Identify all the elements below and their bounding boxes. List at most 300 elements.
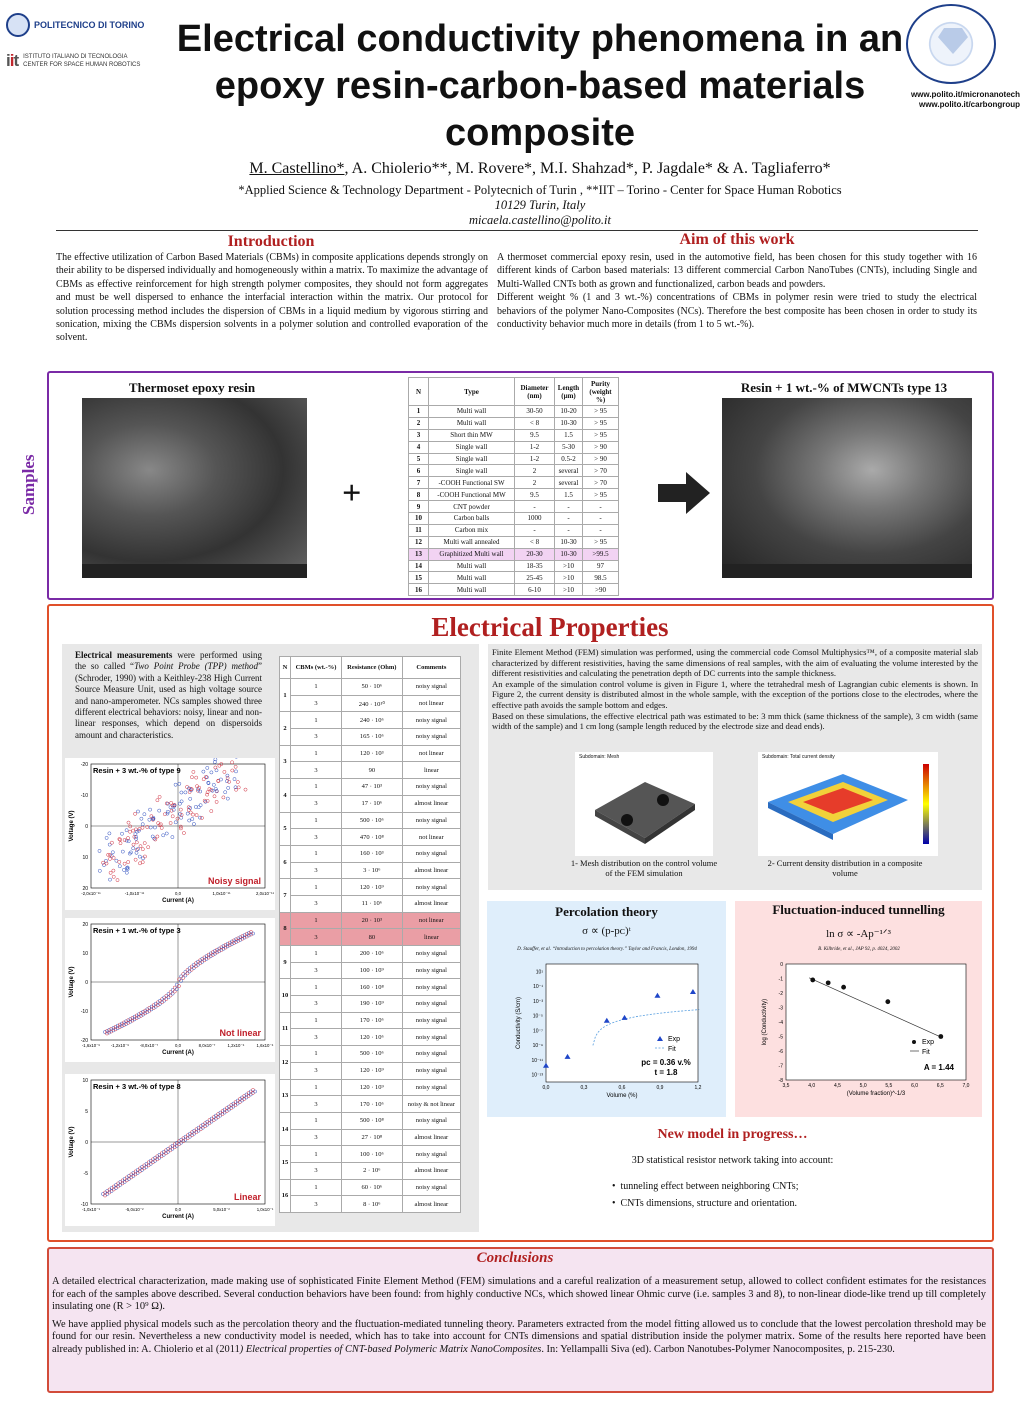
city: 10129 Turin, Italy (494, 198, 586, 212)
resistance-table-cell: 1 (291, 1012, 342, 1029)
table-row (280, 929, 461, 946)
resistance-table-cell: 160 · 10⁸ (341, 979, 402, 996)
table-row (280, 745, 461, 762)
samples-table-cell: 97 (583, 560, 619, 572)
iit-logo-line: CENTER FOR SPACE HUMAN ROBOTICS (23, 62, 141, 68)
table-row (280, 1079, 461, 1096)
table-row (280, 845, 461, 862)
samples-table-cell: Single wall (429, 465, 515, 477)
resistance-table-cell: 240 · 10¹⁰ (341, 695, 402, 712)
samples-table-header: Length (µm) (555, 378, 583, 406)
samples-table-cell: 98.5 (583, 572, 619, 584)
samples-table-cell: Multi wall (429, 417, 515, 429)
table-row (280, 729, 461, 746)
resistance-table-cell: almost linear (402, 862, 460, 879)
intro-text: The effective utilization of Carbon Based Materials (CBMs) in composite applications depends strongly on their ability to be dispersed individually and homogeneously within a matrix. To maximize the advantage of CBMs as effective reinforcement for high strength polymer composites, they should not form aggregates and must be well dispersed to enhance the interfacial interaction within the matrix. Our protocol for solution processing method includes the dispersion of CBMs in a liquid medium by vigorous stirring and sonication, mixing the CBMs dispersion solvents in a polymer solution and controlled evaporation of the solvent. (56, 252, 488, 344)
y-tick-label: 10⁻³ (533, 998, 543, 1005)
resistance-table-cell: 120 · 10⁹ (341, 879, 402, 896)
samples-table-cell: Multi wall (429, 406, 515, 418)
x-tick-label: -2,0x10⁻¹¹ (81, 891, 101, 896)
resistance-table-cell: noisy signal (402, 1029, 460, 1046)
iit-logo-mark: iit (6, 51, 19, 70)
resistance-table (279, 656, 461, 1213)
aim-heading: Aim of this work (679, 231, 795, 248)
tunnelling-ref: B. Kilbride, et al., JAP 92, p. 4024, 2002 (818, 947, 900, 952)
resistance-table-cell: 3 (291, 1096, 342, 1113)
x-tick-label: 0,6 (618, 1085, 626, 1091)
samples-table-cell: 0.5-2 (555, 453, 583, 465)
samples-table-cell: 1.5 (555, 429, 583, 441)
email[interactable]: micaela.castellino@polito.it (468, 213, 612, 227)
resistance-table-cell: 3 (291, 996, 342, 1013)
resistance-table-cell: 3 (291, 729, 342, 746)
resistance-table-cell: 3 (291, 895, 342, 912)
y-tick-label: 20 (82, 886, 88, 892)
samples-table-cell: Carbon mix (429, 524, 515, 536)
table-row (280, 962, 461, 979)
resistance-table-cell: 3 (291, 962, 342, 979)
resistance-table-cell: 47 · 10³ (341, 779, 402, 796)
resistance-sample-n: 5 (280, 812, 291, 845)
x-tick-label: 0,0 (175, 1207, 181, 1212)
y-tick-label: -6 (778, 1049, 783, 1055)
samples-table-cell: Single wall (429, 441, 515, 453)
resistance-table-cell: 3 (291, 795, 342, 812)
samples-table-cell: < 8 (515, 536, 555, 548)
samples-table-cell: 10-30 (555, 536, 583, 548)
resistance-table-cell: 120 · 10⁹ (341, 1062, 402, 1079)
samples-table-cell: Short thin MW (429, 429, 515, 441)
table-row (280, 979, 461, 996)
y-tick-label: 10¹ (535, 969, 543, 976)
y-tick-label: 10⁻⁹ (532, 1043, 543, 1050)
legend-exp-label: Exp (922, 1039, 935, 1046)
table-row (280, 879, 461, 896)
intro-heading: Introduction (227, 233, 315, 250)
samples-table-cell: 10-30 (555, 417, 583, 429)
url-micronanotech[interactable]: www.polito.it/micronanotech (910, 90, 1020, 99)
resistance-table-cell: 1 (291, 1046, 342, 1063)
samples-table-cell: 4 (409, 441, 429, 453)
resistance-table-cell: almost linear (402, 895, 460, 912)
samples-table-cell: Single wall (429, 453, 515, 465)
samples-table-cell: 13 (409, 548, 429, 560)
sem-image-mwcnt (722, 398, 972, 578)
affiliation (150, 183, 930, 228)
resistance-table-cell: 20 · 10³ (341, 912, 402, 929)
resistance-table-cell: 500 · 10⁸ (341, 1112, 402, 1129)
table-row (280, 1129, 461, 1146)
table-row (280, 829, 461, 846)
resistance-table-wrap (279, 656, 461, 1213)
samples-table-cell: 3 (409, 429, 429, 441)
table-row (409, 572, 619, 584)
resistance-sample-n: 9 (280, 946, 291, 979)
resistance-table-cell: 1 (291, 845, 342, 862)
x-tick-label: 0,9 (656, 1085, 664, 1091)
table-row (280, 912, 461, 929)
samples-table-cell: 12 (409, 536, 429, 548)
iit-logo (6, 46, 181, 76)
measurement-italic: Two Point Probe (TPP) method (134, 661, 258, 672)
samples-table-cell: 6 (409, 465, 429, 477)
resistance-sample-n: 7 (280, 879, 291, 912)
samples-table-cell: 1-2 (515, 441, 555, 453)
legend-exp-marker (912, 1040, 916, 1044)
x-tick-label: -8,0x10⁻⁷ (139, 1043, 159, 1048)
iit-logo-line: ISTITUTO ITALIANO DI TECNOLOGIA (23, 54, 128, 60)
x-tick-label: 6,5 (936, 1083, 944, 1089)
fem-text-3: Based on these simulations, the effective electrical path was estimated to be: 3 mm thick (same thickness of the sample), 3 cm width (same width of the sample) and 1 cm long (sample length reduced by the electrode size and dead ends). (492, 710, 978, 732)
table-row (409, 560, 619, 572)
fig2-label: Subdomain: Total current density (762, 754, 835, 760)
samples-table-cell: 11 (409, 524, 429, 536)
samples-table-cell: several (555, 465, 583, 477)
iv-chart-not-linear (65, 918, 275, 1062)
resistance-table-cell: linear (402, 762, 460, 779)
affiliation-line: *Applied Science & Technology Department - Polytecnich of Turin , **IIT – Torino - Center for Space Human Robotics (238, 183, 842, 197)
samples-table-cell: 10-20 (555, 406, 583, 418)
x-tick-label: 8,0x10⁻⁷ (198, 1043, 216, 1048)
fem-text-2: An example of the simulation control volume is given in Figure 1, where the tetrahedral mesh of Lagrangian cubic elements is shown. In Figure 2, the current density is distributed almost in the whole sample, with the exception of the portions close to the electrodes, where the effective path avoids the sample bottom and edges. (492, 678, 978, 710)
samples-table-cell: 9.5 (515, 489, 555, 501)
resistance-table-cell: 470 · 10⁸ (341, 829, 402, 846)
resistance-table-cell: 120 · 10³ (341, 745, 402, 762)
y-tick-label: 0 (85, 1140, 88, 1146)
legend-fit-label: Fit (668, 1046, 676, 1053)
samples-table-wrap (408, 377, 619, 596)
new-model-intro: 3D statistical resistor network taking into account: (631, 1155, 834, 1166)
samples-table (408, 377, 619, 596)
resistance-table-cell: 120 · 10⁶ (341, 1029, 402, 1046)
fem-mesh-figure (575, 752, 713, 856)
samples-table-cell: > 95 (583, 489, 619, 501)
resistance-sample-n: 4 (280, 779, 291, 812)
table-row (409, 406, 619, 418)
iv-chart-noisy (65, 758, 275, 910)
polito-logo (6, 12, 181, 38)
resistance-table-cell: 3 (291, 1196, 342, 1213)
y-tick-label: 0 (85, 824, 88, 830)
samples-table-cell: Multi wall (429, 584, 515, 596)
x-tick-label: -1,6x10⁻⁶ (81, 1043, 101, 1048)
samples-table-cell: 15 (409, 572, 429, 584)
table-row (409, 465, 619, 477)
samples-table-cell: 20-30 (515, 548, 555, 560)
y-tick-label: 10 (82, 1078, 88, 1084)
resistance-table-cell: 3 (291, 695, 342, 712)
samples-table-cell: >10 (555, 572, 583, 584)
samples-table-cell: 1 (409, 406, 429, 418)
samples-table-cell: - (583, 524, 619, 536)
resistance-sample-n: 8 (280, 912, 291, 945)
table-row (409, 441, 619, 453)
resistance-table-cell: noisy signal (402, 996, 460, 1013)
resistance-sample-n: 16 (280, 1179, 291, 1212)
samples-table-cell: < 8 (515, 417, 555, 429)
x-tick-label: 6,0 (911, 1083, 919, 1089)
resistance-table-cell: 1 (291, 812, 342, 829)
resistance-table-cell: almost linear (402, 1162, 460, 1179)
x-axis-label: (Volume fraction)^-1/3 (846, 1091, 906, 1097)
percolation-chart (508, 956, 708, 1104)
x-tick-label: -1,2x10⁻⁶ (110, 1043, 130, 1048)
samples-table-cell: Multi wall annealed (429, 536, 515, 548)
samples-table-cell: - (583, 501, 619, 513)
left-sem-caption: Thermoset epoxy resin (128, 380, 256, 395)
resistance-sample-n: 13 (280, 1079, 291, 1112)
resistance-table-cell: noisy signal (402, 729, 460, 746)
iv-chart-linear (65, 1074, 275, 1226)
other-authors: , A. Chiolerio**, M. Rovere*, M.I. Shahzad*, P. Jagdale* & A. Tagliaferro* (344, 160, 831, 177)
x-tick-label: 1,2 (694, 1085, 702, 1091)
resistance-table-cell: 1 (291, 1112, 342, 1129)
y-tick-label: -20 (80, 762, 88, 768)
resistance-sample-n: 6 (280, 845, 291, 878)
samples-table-cell: 5-30 (555, 441, 583, 453)
samples-table-cell: Multi wall (429, 572, 515, 584)
resistance-table-cell: 200 · 10⁶ (341, 946, 402, 963)
table-row (409, 429, 619, 441)
bullet-item: • CNTs dimensions, structure and orientation. (612, 1198, 798, 1209)
resistance-table-cell: noisy signal (402, 1179, 460, 1196)
table-row (280, 812, 461, 829)
table-row (409, 417, 619, 429)
y-axis-label: Voltage (V) (69, 1126, 75, 1158)
resistance-table-cell: noisy signal (402, 1146, 460, 1163)
samples-table-cell: Graphitized Multi wall (429, 548, 515, 560)
bullet-item: • tunneling effect between neighboring CNTs; (612, 1181, 799, 1192)
resistance-table-cell: 1 (291, 779, 342, 796)
table-row (409, 584, 619, 596)
y-tick-label: 10 (82, 855, 88, 861)
resistance-table-cell: 3 (291, 1129, 342, 1146)
resistance-table-header: Resistance (Ohm) (341, 657, 402, 679)
resistance-table-cell: noisy signal (402, 946, 460, 963)
conclusions-heading: Conclusions (476, 1250, 554, 1266)
table-row (280, 762, 461, 779)
samples-table-cell: >90 (583, 584, 619, 596)
resistance-sample-n: 11 (280, 1012, 291, 1045)
samples-table-cell: - (555, 524, 583, 536)
resistance-table-cell: not linear (402, 829, 460, 846)
x-tick-label: 0,0 (542, 1085, 550, 1091)
samples-table-header: N (409, 378, 429, 406)
resistance-table-cell: not linear (402, 912, 460, 929)
resistance-sample-n: 1 (280, 679, 291, 712)
resistance-table-cell: 90 (341, 762, 402, 779)
resistance-table-cell: 1 (291, 1079, 342, 1096)
x-tick-label: 3,5 (782, 1083, 790, 1089)
resistance-table-cell: 80 (341, 929, 402, 946)
resistance-table-cell: 8 · 10⁶ (341, 1196, 402, 1213)
resistance-table-cell: 50 · 10⁶ (341, 679, 402, 696)
resistance-table-cell: 1 (291, 879, 342, 896)
arrow-right-icon (658, 472, 710, 514)
samples-table-cell: > 95 (583, 536, 619, 548)
samples-table-cell: several (555, 477, 583, 489)
table-row (280, 1112, 461, 1129)
resistance-table-cell: 1 (291, 1179, 342, 1196)
x-tick-label: 5,0 (859, 1083, 867, 1089)
samples-table-cell: -COOH Functional MW (429, 489, 515, 501)
resistance-table-cell: noisy signal (402, 962, 460, 979)
A-value: A = 1.44 (923, 1063, 954, 1072)
resistance-table-cell: 3 (291, 829, 342, 846)
samples-table-cell: > 95 (583, 417, 619, 429)
table-row (280, 862, 461, 879)
samples-table-cell: Carbon balls (429, 513, 515, 525)
new-model-heading: New model in progress… (657, 1127, 808, 1142)
resistance-table-cell: 1 (291, 912, 342, 929)
authors (150, 160, 930, 178)
table-row (280, 1096, 461, 1113)
resistance-table-cell: 11 · 10⁶ (341, 895, 402, 912)
resistance-table-cell: almost linear (402, 795, 460, 812)
polito-seal-icon (6, 13, 30, 37)
resistance-table-cell: noisy signal (402, 845, 460, 862)
table-row (280, 779, 461, 796)
resistance-table-cell: 2 · 10⁶ (341, 1162, 402, 1179)
data-point (810, 978, 815, 983)
samples-table-cell: 10-30 (555, 548, 583, 560)
resistance-table-cell: 500 · 10⁶ (341, 1046, 402, 1063)
table-row (409, 453, 619, 465)
resistance-table-cell: 190 · 10⁹ (341, 996, 402, 1013)
x-tick-label: 1,6x10⁻⁶ (256, 1043, 274, 1048)
resistance-sample-n: 3 (280, 745, 291, 778)
chart-title: Resin + 3 wt.-% of type 9 (93, 766, 181, 775)
measurement-bold: Electrical measurements (75, 650, 173, 660)
x-axis-label: Volume (%) (606, 1093, 638, 1099)
samples-table-cell: > 95 (583, 429, 619, 441)
conclusions-text (52, 1276, 986, 1357)
resistance-table-cell: noisy signal (402, 1062, 460, 1079)
samples-table-cell: 2 (515, 465, 555, 477)
y-axis-label: log (Conductivity) (762, 998, 768, 1046)
resistance-table-cell: noisy signal (402, 779, 460, 796)
resistance-table-header: Comments (402, 657, 460, 679)
resistance-table-cell: not linear (402, 745, 460, 762)
samples-table-cell: 8 (409, 489, 429, 501)
resistance-table-cell: 170 · 10⁶ (341, 1096, 402, 1113)
first-author: M. Castellino* (249, 160, 345, 177)
resistance-table-cell: 3 (291, 862, 342, 879)
resistance-table-cell: 500 · 10⁶ (341, 812, 402, 829)
measurement-b: ” (Schroder, 1990) with a Keithley-238 High Current Source Measure Unit, used as high voltage source and nano-amperometer. NCs samples showed three different electrical behaviors: noisy, linear and non-linear responses, which depend on dispersoids amount and characteristics. (75, 661, 262, 740)
resistance-table-cell: 165 · 10⁶ (341, 729, 402, 746)
x-tick-label: -1,0x10⁻¹¹ (124, 891, 145, 896)
table-row (280, 1196, 461, 1213)
electrical-heading: Electrical Properties (431, 612, 669, 642)
resistance-table-cell: 1 (291, 946, 342, 963)
resistance-table-cell: 120 · 10⁹ (341, 1079, 402, 1096)
x-axis-label: Current (A) (162, 1050, 194, 1056)
plus-sign: + (342, 475, 362, 512)
x-axis-label: Current (A) (162, 1214, 194, 1220)
table-row (409, 524, 619, 536)
resistance-table-cell: noisy signal (402, 1079, 460, 1096)
samples-table-cell: > 95 (583, 406, 619, 418)
x-tick-label: 4,5 (833, 1083, 841, 1089)
samples-table-cell: > 70 (583, 465, 619, 477)
url-carbongroup[interactable]: www.polito.it/carbongroup (918, 100, 1020, 109)
resistance-table-cell: noisy signal (402, 1012, 460, 1029)
resistance-table-cell: noisy signal (402, 879, 460, 896)
samples-table-cell: >99.5 (583, 548, 619, 560)
samples-table-cell: 7 (409, 477, 429, 489)
samples-table-cell: 9 (409, 501, 429, 513)
y-tick-label: -10 (80, 793, 88, 799)
samples-table-cell: 2 (409, 417, 429, 429)
fem-current-figure (758, 752, 938, 856)
y-tick-label: 10⁻⁷ (532, 1028, 543, 1035)
fig2-caption: 2- Current density distribution in a composite volume (767, 858, 923, 878)
x-tick-label: 7,0 (962, 1083, 970, 1089)
samples-table-cell: -COOH Functional SW (429, 477, 515, 489)
y-tick-label: -1 (778, 976, 783, 983)
resistance-table-cell: 3 · 10⁶ (341, 862, 402, 879)
y-tick-label: -5 (83, 1171, 88, 1177)
chart-annotation: Noisy signal (207, 876, 261, 886)
samples-table-cell: - (555, 501, 583, 513)
table-row (280, 946, 461, 963)
resistance-table-cell: 3 (291, 1162, 342, 1179)
samples-table-cell: 10 (409, 513, 429, 525)
right-sem-caption: Resin + 1 wt.-% of MWCNTs type 13 (740, 380, 948, 395)
samples-table-cell: 1-2 (515, 453, 555, 465)
resistance-table-cell: 240 · 10⁶ (341, 712, 402, 729)
resistance-sample-n: 2 (280, 712, 291, 745)
aim-text (497, 251, 977, 331)
resistance-table-cell: 100 · 10⁶ (341, 1146, 402, 1163)
y-axis-label: Conductivity (S/cm) (516, 996, 522, 1050)
data-point (885, 999, 890, 1004)
resistance-table-cell: noisy signal (402, 712, 460, 729)
resistance-table-header: CBMs (wt.-%) (291, 657, 342, 679)
table-row (280, 996, 461, 1013)
samples-table-header: Type (429, 378, 515, 406)
resistance-table-cell: 100 · 10⁹ (341, 962, 402, 979)
legend-exp-label: Exp (668, 1036, 681, 1043)
resistance-table-cell: not linear (402, 695, 460, 712)
x-tick-label: 5,5 (885, 1083, 893, 1089)
y-tick-label: -3 (778, 1005, 783, 1012)
tunnelling-formula: ln σ ∝ -Ap⁻¹ᐟ³ (826, 928, 891, 940)
resistance-table-cell: 160 · 10³ (341, 845, 402, 862)
y-axis-label: Voltage (V) (69, 810, 75, 842)
percolation-formula: σ ∝ (p-pᴄ)ᵗ (582, 925, 631, 937)
samples-table-cell: > 70 (583, 477, 619, 489)
table-row (280, 1029, 461, 1046)
resistance-table-cell: 1 (291, 979, 342, 996)
samples-table-cell: - (515, 501, 555, 513)
table-row (280, 1012, 461, 1029)
resistance-table-cell: noisy signal (402, 812, 460, 829)
samples-table-cell: 2 (515, 477, 555, 489)
carbon-group-seal-icon (906, 4, 996, 84)
y-tick-label: -4 (778, 1020, 783, 1026)
fig1-label: Subdomain: Mesh (579, 754, 620, 760)
table-row (280, 895, 461, 912)
x-tick-label: 5,0x10⁻² (213, 1207, 230, 1212)
resistance-table-cell: almost linear (402, 1196, 460, 1213)
resistance-table-cell: linear (402, 929, 460, 946)
conclusions-p1: A detailed electrical characterization, made making use of sophisticated Finite Element Method (FEM) simulations and a careful realization of a measurement setup, allowed to collect confident estimates for the resistances for each of the samples above described. Several conduction behaviors have been found: from highly conductive NCs, which showed linear Ohmic curve (i.e. samples 3 and 8), to non-linear diode-like trend up till completely insulating one (R > 10⁹ Ω). (52, 1276, 986, 1313)
samples-table-cell: Multi wall (429, 560, 515, 572)
chart-annotation: Linear (233, 1192, 261, 1202)
tunnelling-chart (756, 956, 976, 1104)
